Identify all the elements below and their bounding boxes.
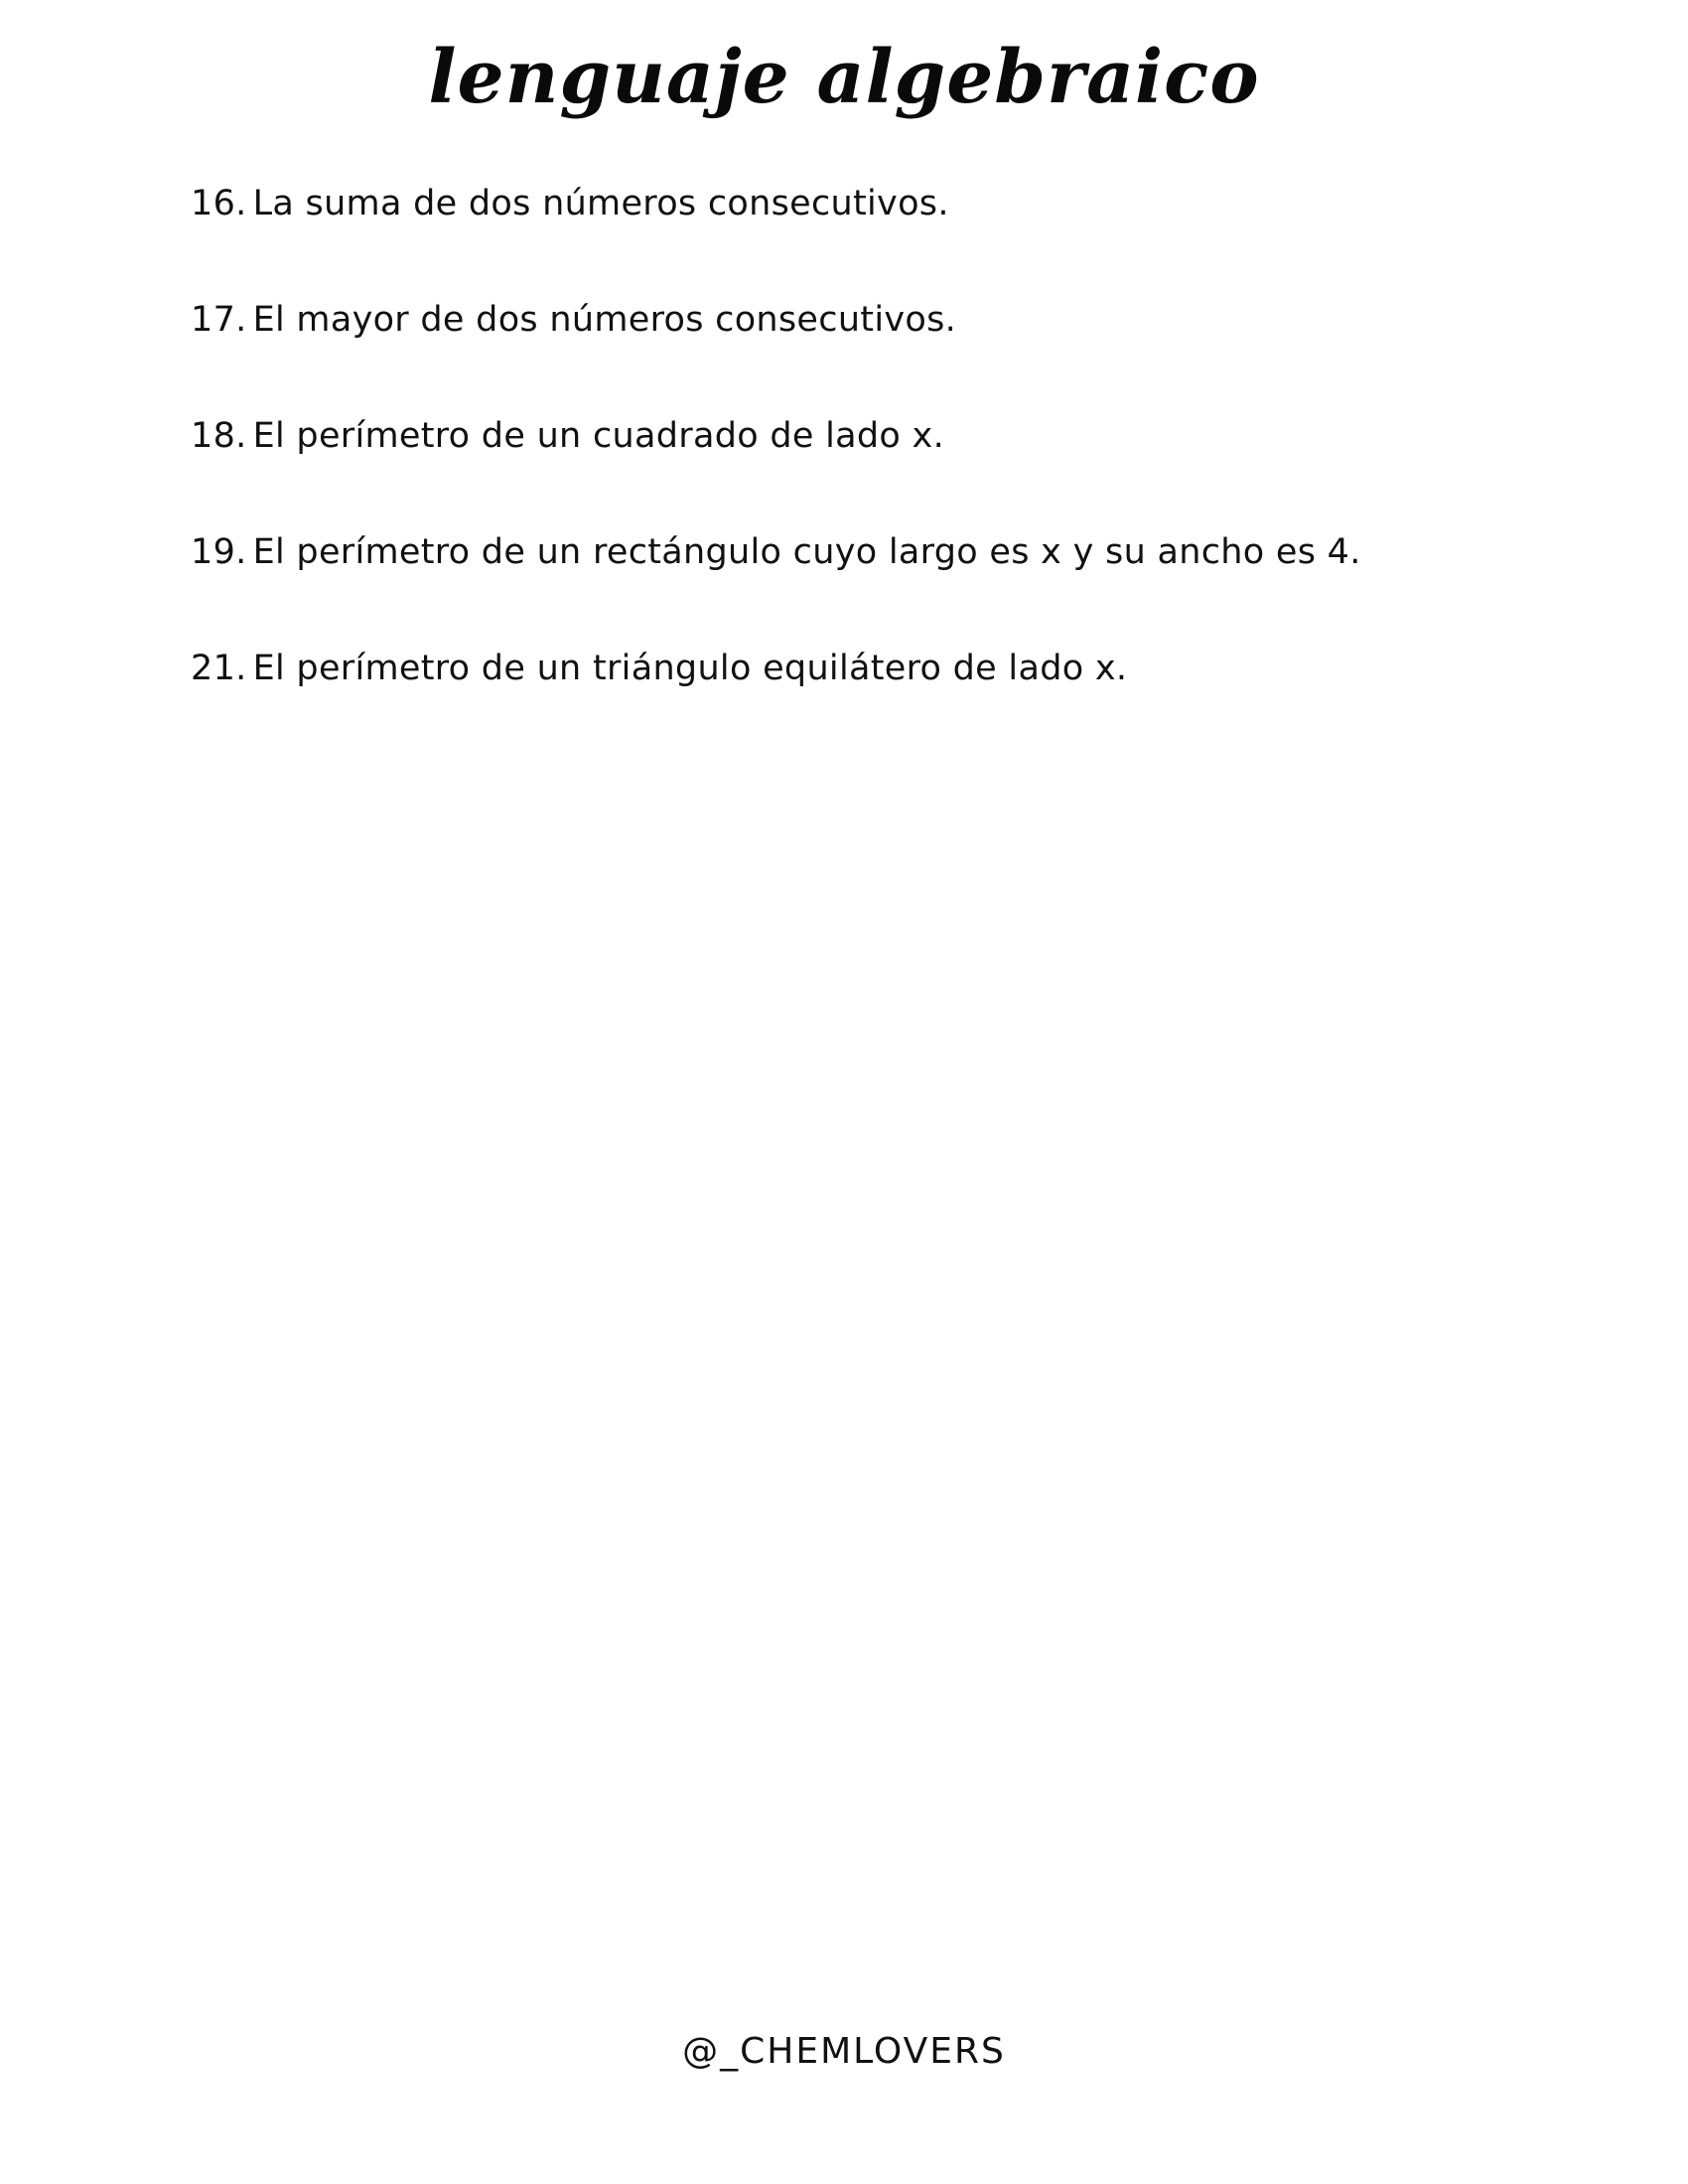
list-item [191, 411, 1581, 527]
item-number: 21. [191, 649, 247, 688]
list-item [191, 179, 1581, 295]
page-title: lenguaje algebraico [428, 35, 1260, 120]
item-text: El perímetro de un triángulo equilátero de lado x. [252, 649, 1128, 688]
exercise-list [191, 179, 1581, 760]
list-item [191, 527, 1581, 644]
item-number: 18. [191, 416, 247, 456]
list-item [191, 644, 1581, 760]
item-number: 17. [191, 300, 247, 340]
list-item [191, 295, 1581, 411]
item-number: 19. [191, 532, 247, 572]
item-text: El perímetro de un cuadrado de lado x. [252, 416, 944, 456]
item-number: 16. [191, 184, 247, 223]
item-text: El perímetro de un rectángulo cuyo largo es x y su ancho es 4. [252, 532, 1361, 572]
item-text: La suma de dos números consecutivos. [252, 184, 949, 223]
footer-handle: @_CHEMLOVERS [682, 2031, 1006, 2072]
item-text: El mayor de dos números consecutivos. [252, 300, 957, 340]
